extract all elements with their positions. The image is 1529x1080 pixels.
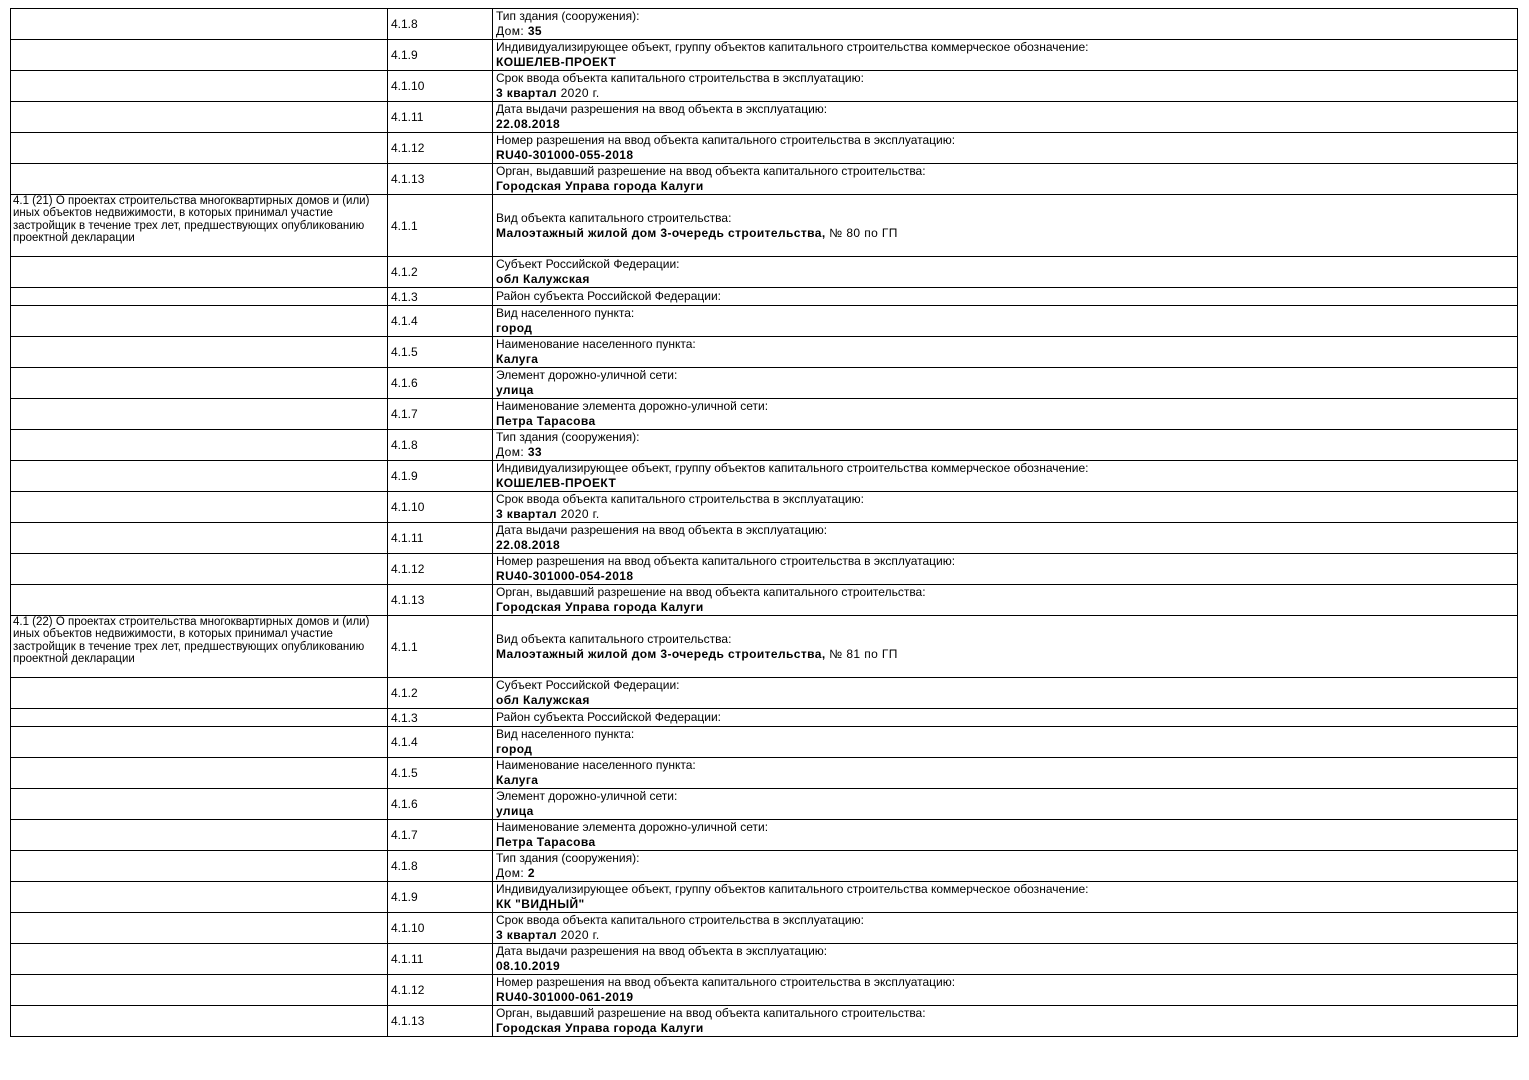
item-value [496, 600, 1513, 615]
item-value-bold-segment: 3 квартал [496, 928, 557, 942]
item-number-cell: 4.1.4 [388, 306, 493, 337]
item-content-cell [493, 727, 1518, 758]
item-content-cell [493, 882, 1518, 913]
item-value-bold-segment: обл Калужская [496, 272, 590, 286]
section-header-cell [11, 71, 388, 102]
section-header-cell [11, 709, 388, 727]
item-value-bold-segment: КК "ВИДНЫЙ" [496, 897, 585, 911]
table-row [11, 585, 1518, 616]
item-number-cell: 4.1.6 [388, 789, 493, 820]
item-content-cell [493, 616, 1518, 678]
item-number-cell: 4.1.1 [388, 616, 493, 678]
item-value [496, 742, 1513, 757]
item-content-cell [493, 337, 1518, 368]
table-row [11, 1006, 1518, 1037]
item-value-bold-segment: 22.08.2018 [496, 538, 561, 552]
item-label: Дата выдачи разрешения на ввод объекта в эксплуатацию: [496, 102, 828, 116]
item-value [496, 414, 1513, 429]
item-value [496, 24, 1513, 39]
item-value-bold-segment: обл Калужская [496, 693, 590, 707]
item-label: Номер разрешения на ввод объекта капитального строительства в эксплуатацию: [496, 133, 956, 147]
item-value-bold-segment: 35 [527, 24, 543, 38]
item-content-cell [493, 975, 1518, 1006]
item-value [496, 928, 1513, 943]
item-value [496, 179, 1513, 194]
item-number-cell: 4.1.8 [388, 9, 493, 40]
item-label: Срок ввода объекта капитального строительства в эксплуатацию: [496, 492, 864, 506]
item-value [496, 538, 1513, 553]
section-header-cell [11, 430, 388, 461]
item-content-cell [493, 368, 1518, 399]
item-value [496, 693, 1513, 708]
table-row [11, 288, 1518, 306]
section-header-cell [11, 9, 388, 40]
item-value-bold-segment: Городская Управа города Калуги [496, 179, 704, 193]
item-content-cell [493, 430, 1518, 461]
item-number-cell: 4.1.7 [388, 399, 493, 430]
item-value [496, 1021, 1513, 1036]
section-header-cell [11, 40, 388, 71]
item-content-cell [493, 164, 1518, 195]
item-value-bold-segment: город [496, 321, 533, 335]
item-value-bold-segment: город [496, 742, 533, 756]
section-header-cell [11, 820, 388, 851]
item-label: Орган, выдавший разрешение на ввод объекта капитального строительства: [496, 164, 926, 178]
section-header-cell [11, 102, 388, 133]
item-label: Наименование населенного пункта: [496, 337, 696, 351]
item-number-cell: 4.1.13 [388, 585, 493, 616]
item-number-cell: 4.1.11 [388, 523, 493, 554]
item-value-segment: Дом: [496, 24, 528, 38]
table-row [11, 523, 1518, 554]
section-header-cell [11, 337, 388, 368]
item-value-bold-segment: Городская Управа города Калуги [496, 600, 704, 614]
item-number-cell: 4.1.1 [388, 195, 493, 257]
section-header-cell [11, 678, 388, 709]
item-value [496, 835, 1513, 850]
item-number-cell: 4.1.13 [388, 164, 493, 195]
item-label: Субъект Российской Федерации: [496, 678, 680, 692]
item-value [496, 445, 1513, 460]
item-label: Вид объекта капитального строительства: [496, 631, 732, 646]
item-label: Элемент дорожно-уличной сети: [496, 368, 678, 382]
item-number-cell: 4.1.10 [388, 71, 493, 102]
item-number-cell: 4.1.5 [388, 337, 493, 368]
item-content-cell [493, 678, 1518, 709]
table-row [11, 399, 1518, 430]
item-label: Индивидуализирующее объект, группу объектов капитального строительства коммерческое обозначение: [496, 461, 1089, 475]
section-header-cell [11, 882, 388, 913]
item-number-cell: 4.1.13 [388, 1006, 493, 1037]
item-number-cell: 4.1.7 [388, 820, 493, 851]
item-value-segment: 2020 г. [556, 86, 600, 100]
item-content-cell [493, 944, 1518, 975]
section-header-cell [11, 523, 388, 554]
item-label: Тип здания (сооружения): [496, 851, 640, 865]
item-value-bold-segment: Малоэтажный жилой дом 3-очередь строительства, [496, 646, 826, 661]
item-number-cell: 4.1.5 [388, 758, 493, 789]
item-value-bold-segment: 33 [527, 445, 543, 459]
table-row [11, 616, 1518, 678]
table-row [11, 758, 1518, 789]
table-row [11, 9, 1518, 40]
section-header-cell [11, 399, 388, 430]
section-header-cell [11, 133, 388, 164]
section-header-cell [11, 368, 388, 399]
table-row [11, 882, 1518, 913]
table-row [11, 102, 1518, 133]
item-number-cell: 4.1.2 [388, 678, 493, 709]
table-row [11, 913, 1518, 944]
item-content-cell [493, 820, 1518, 851]
item-value [496, 647, 1513, 662]
item-number-cell: 4.1.10 [388, 492, 493, 523]
section-header-cell [11, 944, 388, 975]
item-label: Тип здания (сооружения): [496, 430, 640, 444]
item-value-bold-segment: 22.08.2018 [496, 117, 561, 131]
item-number-cell: 4.1.10 [388, 913, 493, 944]
section-header-cell [11, 492, 388, 523]
item-label: Район субъекта Российской Федерации: [496, 710, 721, 724]
item-value-segment: 2020 г. [556, 507, 600, 521]
section-header-cell [11, 913, 388, 944]
item-content-cell [493, 554, 1518, 585]
table-row [11, 40, 1518, 71]
item-content-cell [493, 789, 1518, 820]
item-number-cell: 4.1.2 [388, 257, 493, 288]
item-content-cell [493, 523, 1518, 554]
item-value-bold-segment: улица [496, 804, 534, 818]
item-value [496, 897, 1513, 912]
item-label: Район субъекта Российской Федерации: [496, 289, 721, 303]
item-value [496, 773, 1513, 788]
item-content-cell [493, 288, 1518, 306]
item-value [496, 272, 1513, 287]
section-header-cell [11, 851, 388, 882]
item-value [496, 476, 1513, 491]
section-header-cell [11, 164, 388, 195]
table-row [11, 820, 1518, 851]
item-value-bold-segment: КОШЕЛЕВ-ПРОЕКТ [496, 476, 617, 490]
item-number-cell: 4.1.3 [388, 709, 493, 727]
item-number-cell: 4.1.9 [388, 882, 493, 913]
item-number-cell: 4.1.12 [388, 975, 493, 1006]
table-row [11, 133, 1518, 164]
table-row [11, 461, 1518, 492]
table-row [11, 554, 1518, 585]
table-row [11, 789, 1518, 820]
item-value-bold-segment: Малоэтажный жилой дом 3-очередь строительства, [496, 225, 826, 240]
section-header-cell [11, 288, 388, 306]
section-header-cell [11, 1006, 388, 1037]
item-content-cell [493, 461, 1518, 492]
item-content-cell [493, 709, 1518, 727]
section-header-cell [11, 461, 388, 492]
item-content-cell [493, 492, 1518, 523]
table-row [11, 257, 1518, 288]
item-content-cell [493, 585, 1518, 616]
item-label: Номер разрешения на ввод объекта капитального строительства в эксплуатацию: [496, 554, 956, 568]
item-value-bold-segment: улица [496, 383, 534, 397]
table-row [11, 944, 1518, 975]
table-row [11, 306, 1518, 337]
item-content-cell [493, 913, 1518, 944]
item-value-bold-segment: Калуга [496, 773, 539, 787]
item-label: Тип здания (сооружения): [496, 9, 640, 23]
project-declaration-table [10, 8, 1518, 1037]
item-value [496, 383, 1513, 398]
item-value-bold-segment: Петра Тарасова [496, 835, 596, 849]
table-row [11, 164, 1518, 195]
item-value-segment: Дом: [496, 866, 528, 880]
item-value [496, 866, 1513, 881]
section-header-cell [11, 306, 388, 337]
item-number-cell: 4.1.12 [388, 133, 493, 164]
item-number-cell: 4.1.8 [388, 851, 493, 882]
item-number-cell: 4.1.3 [388, 288, 493, 306]
item-number-cell: 4.1.9 [388, 40, 493, 71]
item-value-segment: Дом: [496, 445, 528, 459]
item-content-cell [493, 306, 1518, 337]
item-content-cell [493, 1006, 1518, 1037]
item-number-cell: 4.1.8 [388, 430, 493, 461]
item-value-bold-segment: Петра Тарасова [496, 414, 596, 428]
item-value [496, 352, 1513, 367]
item-number-cell: 4.1.9 [388, 461, 493, 492]
section-header-cell [11, 758, 388, 789]
item-value [496, 959, 1513, 974]
item-number-cell: 4.1.6 [388, 368, 493, 399]
item-value-bold-segment: 3 квартал [496, 86, 557, 100]
item-number-cell: 4.1.12 [388, 554, 493, 585]
section-header-cell [11, 975, 388, 1006]
section-header-cell: 4.1 (21) О проектах строительства многоквартирных домов и (или) иных объектов недвижимости, в которых принимал участие застройщик в течение трех лет, предшествующих опубликованию проектной декларации [11, 195, 388, 257]
item-content-cell [493, 399, 1518, 430]
item-content-cell [493, 40, 1518, 71]
item-value-segment: 2020 г. [556, 928, 600, 942]
table-row [11, 851, 1518, 882]
item-number-cell: 4.1.11 [388, 102, 493, 133]
item-label: Дата выдачи разрешения на ввод объекта в эксплуатацию: [496, 944, 828, 958]
item-value-bold-segment: Калуга [496, 352, 539, 366]
table-row [11, 727, 1518, 758]
item-label: Индивидуализирующее объект, группу объектов капитального строительства коммерческое обозначение: [496, 40, 1089, 54]
item-value [496, 86, 1513, 101]
item-label: Номер разрешения на ввод объекта капитального строительства в эксплуатацию: [496, 975, 956, 989]
section-header-cell [11, 554, 388, 585]
item-label: Наименование элемента дорожно-уличной сети: [496, 820, 769, 834]
item-label: Орган, выдавший разрешение на ввод объекта капитального строительства: [496, 1006, 926, 1020]
section-header-cell [11, 727, 388, 758]
item-content-cell [493, 851, 1518, 882]
item-label: Дата выдачи разрешения на ввод объекта в эксплуатацию: [496, 523, 828, 537]
item-number-cell: 4.1.4 [388, 727, 493, 758]
table-row [11, 975, 1518, 1006]
item-value-bold-segment: RU40-301000-055-2018 [496, 148, 634, 162]
item-label: Индивидуализирующее объект, группу объектов капитального строительства коммерческое обозначение: [496, 882, 1089, 896]
table-row [11, 368, 1518, 399]
item-content-cell [493, 758, 1518, 789]
item-value [496, 117, 1513, 132]
item-label: Вид объекта капитального строительства: [496, 210, 732, 225]
item-value [496, 990, 1513, 1005]
item-content-cell [493, 71, 1518, 102]
table-row [11, 492, 1518, 523]
table-row [11, 337, 1518, 368]
item-label: Вид населенного пункта: [496, 306, 635, 320]
section-header-cell: 4.1 (22) О проектах строительства многоквартирных домов и (или) иных объектов недвижимости, в которых принимал участие застройщик в течение трех лет, предшествующих опубликованию проектной декларации [11, 616, 388, 678]
section-header-cell [11, 789, 388, 820]
item-value-segment: № 81 по ГП [825, 646, 898, 661]
item-value-bold-segment: 2 [527, 866, 535, 880]
item-label: Срок ввода объекта капитального строительства в эксплуатацию: [496, 71, 864, 85]
item-value-bold-segment: 3 квартал [496, 507, 557, 521]
item-value [496, 55, 1513, 70]
section-header-cell [11, 585, 388, 616]
item-value-bold-segment: Городская Управа города Калуги [496, 1021, 704, 1035]
table-row [11, 71, 1518, 102]
item-content-cell [493, 195, 1518, 257]
table-row [11, 195, 1518, 257]
item-value-bold-segment: RU40-301000-061-2019 [496, 990, 634, 1004]
item-value [496, 226, 1513, 241]
section-header-cell [11, 257, 388, 288]
item-value [496, 507, 1513, 522]
table-row [11, 678, 1518, 709]
table-row [11, 430, 1518, 461]
item-label: Срок ввода объекта капитального строительства в эксплуатацию: [496, 913, 864, 927]
item-value [496, 569, 1513, 584]
item-value-bold-segment: RU40-301000-054-2018 [496, 569, 634, 583]
item-number-cell: 4.1.11 [388, 944, 493, 975]
item-value [496, 321, 1513, 336]
item-label: Наименование элемента дорожно-уличной сети: [496, 399, 769, 413]
item-label: Вид населенного пункта: [496, 727, 635, 741]
item-label: Наименование населенного пункта: [496, 758, 696, 772]
item-label: Орган, выдавший разрешение на ввод объекта капитального строительства: [496, 585, 926, 599]
item-value-bold-segment: 08.10.2019 [496, 959, 561, 973]
item-value-bold-segment: КОШЕЛЕВ-ПРОЕКТ [496, 55, 617, 69]
item-content-cell [493, 257, 1518, 288]
item-content-cell [493, 102, 1518, 133]
item-label: Элемент дорожно-уличной сети: [496, 789, 678, 803]
item-content-cell [493, 133, 1518, 164]
item-content-cell [493, 9, 1518, 40]
item-label: Субъект Российской Федерации: [496, 257, 680, 271]
item-value [496, 804, 1513, 819]
table-row [11, 709, 1518, 727]
item-value-segment: № 80 по ГП [825, 225, 898, 240]
item-value [496, 148, 1513, 163]
